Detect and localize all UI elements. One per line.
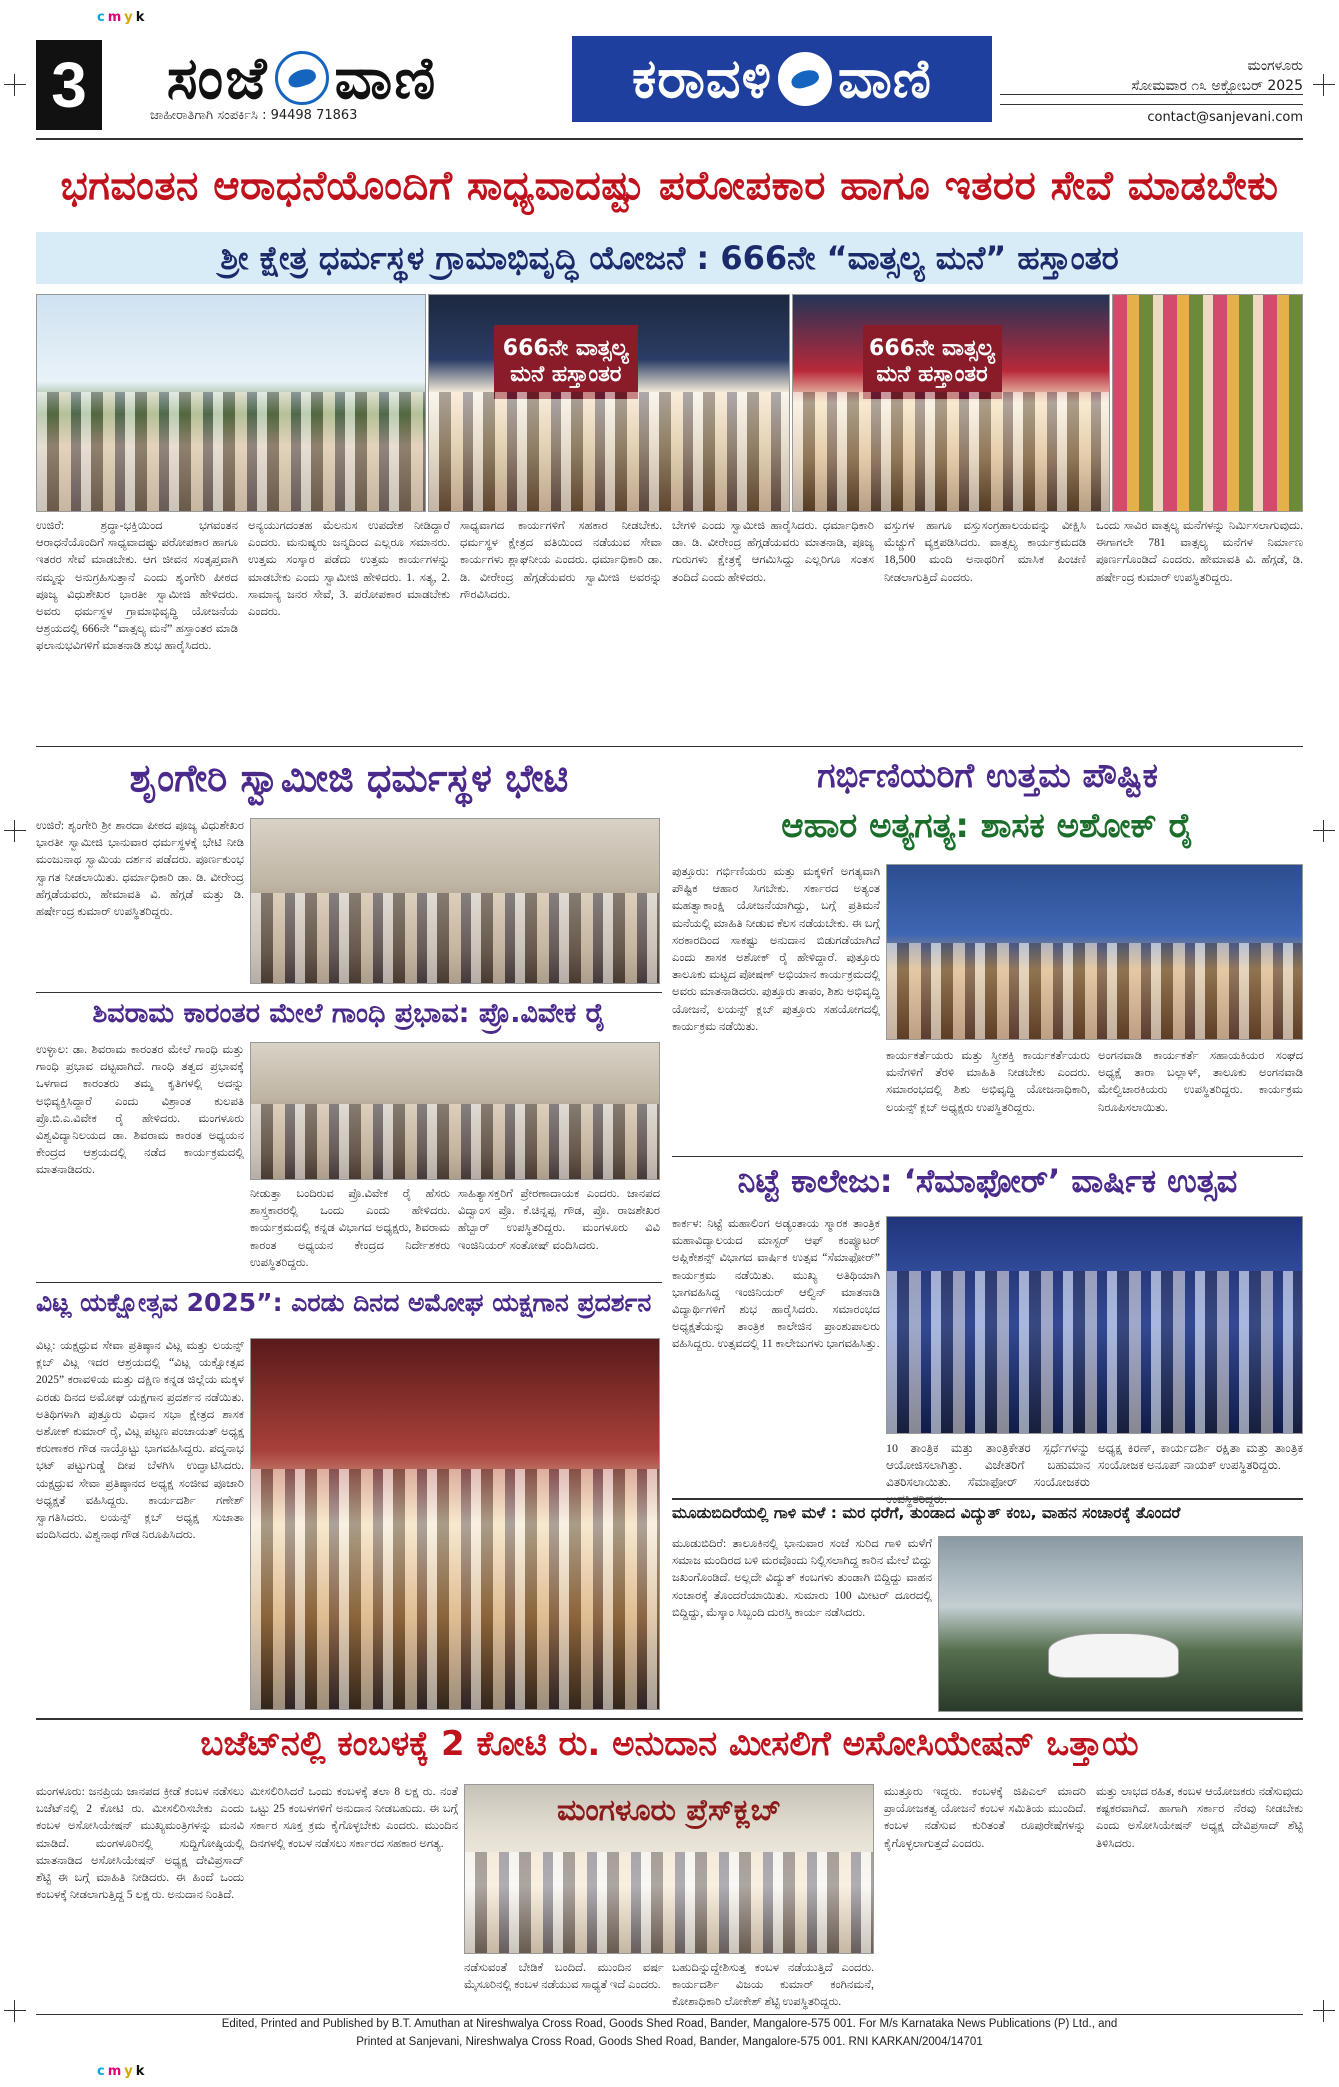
dateline — [1131, 56, 1303, 96]
main-col-5: ವಸ್ತುಗಳ ಹಾಗೂ ವಸ್ತುಸಂಗ್ರಹಾಲಯವನ್ನು ವೀಕ್ಷಿಸಿ ಮೆಚ್ಚುಗೆ ವ್ಯಕ್ತಪಡಿಸಿದರು. ವಾತ್ಸಲ್ಯ ಕಾರ್ಯಕ್ರಮದಡಿ 18,500 ಮಂದಿ ಅನಾಥರಿಗೆ ಮಾಸಿಕ ಪಿಂಚಣಿ ನೀಡಲಾಗುತ್ತಿದೆ ಎಂದರು. — [884, 520, 1086, 584]
photo-temple-procession — [36, 294, 426, 512]
contact-email[interactable]: contact@sanjevani.com — [1147, 110, 1303, 125]
nutrition-headline-2: ಆಹಾರ ಅತ್ಯಗತ್ಯ: ಶಾಸಕ ಅಶೋಕ್ ರೈ — [781, 806, 1194, 846]
photo-vatsalya-stage — [428, 294, 790, 512]
registration-mark — [4, 820, 26, 842]
page-number: 3 — [36, 40, 102, 130]
nitte-text: ಕಾರ್ಕಳ: ನಿಟ್ಟೆ ಮಹಾಲಿಂಗ ಅಡ್ಯಂತಾಯ ಸ್ಮಾರಕ ತಾಂತ್ರಿಕ ಮಹಾವಿದ್ಯಾಲಯದ ಮಾಸ್ಟರ್ ಆಫ್ ಕಂಪ್ಯೂಟರ್ ಅಪ್ಲಿಕೇಶನ್ಸ್ ವಿಭಾಗದ ವಾರ್ಷಿಕ ಉತ್ಸವ “ಸೆಮಾಫೋರ್” ಕಾರ್ಯಕ್ರಮ ನಡೆಯಿತು. ಮುಖ್ಯ ಅತಿಥಿಯಾಗಿ ಭಾಗವಹಿಸಿದ್ದ ಇಂಜಿನಿಯರ್ ಆಲ್ವಿನ್ ಮಾತನಾಡಿ ವಿದ್ಯಾರ್ಥಿಗಳಿಗೆ ಶುಭ ಹಾರೈಸಿದರು. ಸಮಾರಂಭದ ಅಧ್ಯಕ್ಷತೆಯನ್ನು ತಾಂತ್ರಿಕ ಕಾಲೇಜಿನ ಪ್ರಾಂಶುಪಾಲರು ವಹಿಸಿದ್ದರು. ಉತ್ಸವದಲ್ಲಿ 11 ಕಾಲೇಜುಗಳು ಭಾಗವಹಿಸಿತ್ತು. — [672, 1218, 880, 1351]
rule — [36, 1282, 662, 1283]
vitla-text: ವಿಟ್ಲ: ಯಕ್ಷಧ್ರುವ ಸೇವಾ ಪ್ರತಿಷ್ಠಾನ ವಿಟ್ಲ ಮತ್ತು ಲಯನ್ಸ್ ಕ್ಲಬ್ ವಿಟ್ಲ ಇದರ ಆಶ್ರಯದಲ್ಲಿ “ವಿಟ್ಲ ಯಕ್ಷೋತ್ಸವ 2025” ಕರಾವಳಿಯ ಮತ್ತು ದಕ್ಷಿಣ ಕನ್ನಡ ಜಿಲ್ಲೆಯ ಮಕ್ಕಳ ಎರಡು ದಿನದ ಅಮೋಘ ಯಕ್ಷಗಾನ ಪ್ರದರ್ಶನ ನಡೆಯಿತು. ಅತಿಥಿಗಳಾಗಿ ಪುತ್ತೂರು ವಿಧಾನ ಸಭಾ ಕ್ಷೇತ್ರದ ಶಾಸಕ ಅಶೋಕ್ ಕುಮಾರ್ ರೈ, ವಿಟ್ಲ ಪಟ್ಟಣ ಪಂಚಾಯತ್ ಅಧ್ಯಕ್ಷ ಕರುಣಾಕರ ಗೌಡ ನಾಯ್ತೊಟ್ಟು ಭಾಗವಹಿಸಿದ್ದರು. ಪದ್ಮನಾಭ ಭಟ್ ಪಟ್ಟುಗುಡ್ಡೆ ದೀಪ ಬೆಳಗಿಸಿ ಉದ್ಘಾಟಿಸಿದರು. ಯಕ್ಷಧ್ರುವ ಸೇವಾ ಪ್ರತಿಷ್ಠಾನದ ಅಧ್ಯಕ್ಷ ಸಂಜೀವ ಪೂಜಾರಿ ಅಧ್ಯಕ್ಷತೆ ವಹಿಸಿದ್ದರು. ಕಾರ್ಯದರ್ಶಿ ಗಣೇಶ್ ಸ್ವಾಗತಿಸಿದರು. ಲಯನ್ಸ್ ಕ್ಲಬ್ ಅಧ್ಯಕ್ಷ ಸುಜಾತಾ ವಂದಿಸಿದರು. ವಿಶ್ವನಾಥ ಗೌಡ ನಿರೂಪಿಸಿದರು. — [36, 1340, 244, 1542]
dove-logo-icon — [275, 51, 329, 105]
sringeri-text: ಉಜಿರೆ: ಶೃಂಗೇರಿ ಶ್ರೀ ಶಾರದಾ ಪೀಠದ ಪೂಜ್ಯ ವಿಧುಶೇಖರ ಭಾರತೀ ಸ್ವಾಮೀಜಿ ಭಾನುವಾರ ಧರ್ಮಸ್ಥಳಕ್ಕೆ ಭೇಟಿ ನೀಡಿ ಮಂಜುನಾಥ ಸ್ವಾಮಿಯ ದರ್ಶನ ಪಡೆದರು. ಪೂರ್ಣಕುಂಭ ಸ್ವಾಗತ ನೀಡಲಾಯಿತು. ಧರ್ಮಾಧಿಕಾರಿ ಡಾ. ಡಿ. ವೀರೇಂದ್ರ ಹೆಗ್ಗಡೆಯವರು, ಹೇಮಾವತಿ ವಿ. ಹೆಗ್ಗಡೆ ಮತ್ತು ಡಿ. ಹರ್ಷೇಂದ್ರ ಕುಮಾರ್ ಉಪಸ್ಥಿತರಿದ್ದರು. — [36, 820, 244, 919]
karanth-col-3: ಸಾಹಿತ್ಯಾಸಕ್ತರಿಗೆ ಪ್ರೇರಣಾದಾಯಕ ಎಂದರು. ಜಾನಪದ ವಿದ್ವಾಂಸ ಪ್ರೊ. ಕೆ.ಚಿನ್ನಪ್ಪ ಗೌಡ, ಪ್ರೊ. ರಾಜಶೇಖರ ಹೆಬ್ಬಾರ್ ಉಪಸ್ಥಿತರಿದ್ದರು. ಮಂಗಳೂರು ವಿವಿ ಇಂಜಿನಿಯರ್ ಸಂತೋಷ್ ವಂದಿಸಿದರು. — [458, 1188, 660, 1252]
kambala-col-3: ನಡೆಸುವಂತೆ ಬೇಡಿಕೆ ಬಂದಿದೆ. ಮುಂದಿನ ವರ್ಷ ಮೈಸೂರಿನಲ್ಲಿ ಕಂಬಳ ನಡೆಯುವ ಸಾಧ್ಯತೆ ಇದೆ ಎಂದರು. — [464, 1962, 664, 1992]
rule — [36, 1718, 1303, 1720]
rule — [672, 1498, 1303, 1500]
rule — [36, 746, 1303, 747]
rule — [1000, 94, 1303, 95]
main-col-6: ಒಂದು ಸಾವಿರ ವಾತ್ಸಲ್ಯ ಮನೆಗಳನ್ನು ನಿರ್ಮಿಸಲಾಗುವುದು. ಈಗಾಗಲೇ 781 ವಾತ್ಸಲ್ಯ ಮನೆಗಳ ನಿರ್ಮಾಣ ಪೂರ್ಣಗೊಂಡಿದೆ ಎಂದರು. ಹೇಮಾವತಿ ವಿ. ಹೆಗ್ಗಡೆ, ಡಿ. ಹರ್ಷೇಂದ್ರ ಕುಮಾರ್ ಉಪಸ್ಥಿತರಿದ್ದರು. — [1096, 520, 1303, 584]
kambala-col-1: ಮಂಗಳೂರು: ಜನಪ್ರಿಯ ಜಾನಪದ ಕ್ರೀಡೆ ಕಂಬಳ ನಡೆಸಲು ಬಜೆಟ್‌ನಲ್ಲಿ 2 ಕೋಟಿ ರು. ಮೀಸಲಿರಿಸಬೇಕು ಎಂದು ಕಂಬಳ ಅಸೋಸಿಯೇಷನ್ ಮುಖ್ಯಮಂತ್ರಿಗಳನ್ನು ಮನವಿ ಮಾಡಿದೆ. ಮಂಗಳೂರಿನಲ್ಲಿ ಸುದ್ದಿಗೋಷ್ಠಿಯಲ್ಲಿ ಮಾತನಾಡಿದ ಅಸೋಸಿಯೇಷನ್ ಅಧ್ಯಕ್ಷ ದೇವಿಪ್ರಸಾದ್ ಶೆಟ್ಟಿ ಈ ಬಗ್ಗೆ ಮಾಹಿತಿ ನೀಡಿದರು. ಈ ಹಿಂದೆ ಒಂದು ಕಂಬಳಕ್ಕೆ ನೀಡಲಾಗುತ್ತಿದ್ದ 5 ಲಕ್ಷ ರು. ಅನುದಾನ ನಿಂತಿದೆ. — [36, 1786, 244, 1902]
kambala-headline: ಬಜೆಟ್‌ನಲ್ಲಿ ಕಂಬಳಕ್ಕೆ 2 ಕೋಟಿ ರು. ಅನುದಾನ ಮೀಸಲಿಗೆ ಅಸೋಸಿಯೇಷನ್ ಒತ್ತಾಯ — [200, 1724, 1139, 1764]
photo-press-meet — [464, 1784, 874, 1954]
rule — [36, 992, 662, 993]
color-registration-bottom: c m y k — [97, 2064, 146, 2079]
vitla-headline: ವಿಟ್ಲ ಯಕ್ಷೋತ್ಸವ 2025”: ಎರಡು ದಿನದ ಅಮೋಘ ಯಕ್ಷಗಾನ ಪ್ರದರ್ಶನ — [36, 1288, 652, 1317]
main-subheadline: ಶ್ರೀ ಕ್ಷೇತ್ರ ಧರ್ಮಸ್ಥಳ ಗ್ರಾಮಾಭಿವೃದ್ಧಿ ಯೋಜನೆ : 666ನೇ “ವಾತ್ಸಲ್ಯ ಮನೆ” ಹಸ್ತಾಂತರ — [36, 232, 1303, 284]
date: ಸೋಮವಾರ ೧೩ ಅಕ್ಟೋಬರ್ 2025 — [1131, 78, 1303, 94]
photo-audience — [1112, 294, 1303, 512]
nutrition-col-3: ಅಂಗನವಾಡಿ ಕಾರ್ಯಕರ್ತೆ ಸಹಾಯಕಿಯರ ಸಂಘದ ಅಧ್ಯಕ್ಷೆ ತಾರಾ ಬಲ್ಲಾಳ್, ತಾಲೂಕು ಅಂಗನವಾಡಿ ಮೇಲ್ವಿಚಾರಕಿಯರು ಉಪಸ್ಥಿತರಿದ್ದರು. ಕಾರ್ಯಕ್ರಮ ನಿರೂಪಿಸಲಾಯಿತು. — [1098, 1050, 1303, 1114]
kambala-col-6: ಮತ್ತು ಲಾಭದ ರಹಿತ, ಕಂಬಳ ಆಯೋಜಕರು ನಡೆಸುವುದು ಕಷ್ಟಕರವಾಗಿದೆ. ಹಾಗಾಗಿ ಸರ್ಕಾರ ನೆರವು ನೀಡಬೇಕು ಎಂದು ಅಸೋಸಿಯೇಷನ್ ಅಧ್ಯಕ್ಷ ದೇವಿಪ್ರಸಾದ್ ಶೆಟ್ಟಿ ತಿಳಿಸಿದರು. — [1096, 1786, 1303, 1850]
nutrition-text: ಪುತ್ತೂರು: ಗರ್ಭಿಣಿಯರು ಮತ್ತು ಮಕ್ಕಳಿಗೆ ಅಗತ್ಯವಾಗಿ ಪೌಷ್ಟಿಕ ಆಹಾರ ಸಿಗಬೇಕು. ಸರ್ಕಾರದ ಅತ್ಯಂತ ಮಹತ್ವಾಕಾಂಕ್ಷಿ ಯೋಜನೆಯಾಗಿದ್ದು, ಬಗ್ಗೆ ಪ್ರತಿಮನೆ ಮನೆಯಲ್ಲಿ ಮಾಹಿತಿ ನೀಡುವ ಕೆಲಸ ನಡೆಯಬೇಕು. ಈ ಬಗ್ಗೆ ಸರಕಾರದಿಂದ ಸಾಕಷ್ಟು ಅನುದಾನ ಬಿಡುಗಡೆಯಾಗಿದೆ ಎಂದು ಶಾಸಕ ಅಶೋಕ್ ರೈ ಹೇಳಿದ್ದಾರೆ. ಪುತ್ತೂರು ತಾಲೂಕು ಮಟ್ಟದ ಪೋಷಣ್ ಅಭಿಯಾನ ಕಾರ್ಯಕ್ರಮದಲ್ಲಿ ಅವರು ಮಾತನಾಡಿದರು. ಪುತ್ತೂರು ತಾಪಂ, ಶಿಶು ಅಭಿವೃದ್ಧಿ ಯೋಜನೆ, ಲಯನ್ಸ್ ಕ್ಲಬ್ ಪುತ್ತೂರು ಸಹಯೋಗದಲ್ಲಿ ಕಾರ್ಯಕ್ರಮ ನಡೆಯಿತು. — [672, 866, 880, 1033]
nutrition-headline-1: ಗರ್ಭಿಣಿಯರಿಗೆ ಉತ್ತಮ ಪೌಷ್ಟಿಕ — [817, 756, 1158, 796]
photo-handover — [792, 294, 1110, 512]
masthead-karavali-vani: ಕರಾವಳಿ ವಾಣಿ — [572, 36, 992, 122]
masthead-sanjevani: ಸಂಜೆ ವಾಣಿ — [166, 43, 438, 112]
kambala-col-2: ಮೀಸಲಿರಿಸಿದರೆ ಒಂದು ಕಂಬಳಕ್ಕೆ ತಲಾ 8 ಲಕ್ಷ ರು. ನಂತೆ ಒಟ್ಟು 25 ಕಂಬಳಗಳಿಗೆ ಅನುದಾನ ನೀಡಬಹುದು. ಈ ಬಗ್ಗೆ ಸರ್ಕಾರ ಸೂಕ್ತ ಕ್ರಮ ಕೈಗೊಳ್ಳಬೇಕು ಎಂದರು. ಮುಂದಿನ ದಿನಗಳಲ್ಲಿ ಕಂಬಳ ನಡೆಸಲು ಸರ್ಕಾರದ ಸಹಕಾರ ಅಗತ್ಯ. — [250, 1786, 458, 1850]
main-col-3: ಸಾಧ್ಯವಾಗದ ಕಾರ್ಯಗಳಿಗೆ ಸಹಕಾರ ನೀಡಬೇಕು. ಧರ್ಮಸ್ಥಳ ಕ್ಷೇತ್ರದ ವತಿಯಿಂದ ನಡೆಯುವ ಸೇವಾ ಕಾರ್ಯಗಳು ಶ್ಲಾಘನೀಯ ಎಂದರು. ಧರ್ಮಾಧಿಕಾರಿ ಡಾ. ಡಿ. ವೀರೇಂದ್ರ ಹೆಗ್ಗಡೆಯವರು ಸ್ವಾಮೀಜಿ ಅವರನ್ನು ಗೌರವಿಸಿದರು. — [460, 520, 662, 601]
banner-text: 666ನೇ ವಾತ್ಸಲ್ಯ ಮನೆ ಹಸ್ತಾಂತರ — [494, 325, 638, 398]
registration-mark — [1313, 820, 1335, 842]
photo-semaphore-fest — [886, 1216, 1303, 1434]
nitte-caption-1: 10 ತಾಂತ್ರಿಕ ಮತ್ತು ತಾಂತ್ರಿಕೇತರ ಸ್ಪರ್ಧೆಗಳನ್ನು ಆಯೋಜಿಸಲಾಗಿತ್ತು. ವಿಜೇತರಿಗೆ ಬಹುಮಾನ ವಿತರಿಸಲಾಯಿತು. ಸೆಮಾಫೋರ್ ಸಂಯೋಜಕರು — [886, 1441, 1090, 1489]
main-col-2: ಅನ್ಯಯುಗದಂತಹ ಮೆಲನುಸ ಉಪದೇಶ ನೀಡಿದ್ದಾರೆ ಎಂದರು. ಮನುಷ್ಯರು ಜನ್ಮದಿಂದ ಎಲ್ಲರೂ ಸಮಾನರು. ಉತ್ತಮ ಸಂಸ್ಕಾರ ಪಡೆದು ಉತ್ತಮ ಕಾರ್ಯಗಳನ್ನು ಮಾಡಬೇಕು ಎಂದು ಸ್ವಾಮೀಜಿ ಹೇಳಿದರು. 1. ಸತ್ಯ, 2. ಸಾಮಾನ್ಯ ಜನರ ಸೇವೆ, 3. ಪರೋಪಕಾರ ಮಾಡಬೇಕು ಎಂದರು. — [248, 520, 450, 619]
rule — [36, 138, 1303, 140]
karanth-headline: ಶಿವರಾಮ ಕಾರಂತರ ಮೇಲೆ ಗಾಂಧಿ ಪ್ರಭಾವ: ಪ್ರೊ.ವಿವೇಕ ರೈ — [92, 998, 606, 1029]
photo-fallen-tree-car — [938, 1536, 1303, 1712]
karanth-col-2: ನೀಡುತ್ತಾ ಬಂದಿರುವ ಪ್ರೊ.ವಿವೇಕ ರೈ ಹೆಸರು ಶಾಸ್ತ್ರಕಾರರಲ್ಲಿ ಒಂದು ಎಂದು ಹೇಳಿದರು. ಕಾರ್ಯಕ್ರಮದಲ್ಲಿ ಕನ್ನಡ ವಿಭಾಗದ ಅಧ್ಯಕ್ಷರು, ಶಿವರಾಮ ಕಾರಂತ ಅಧ್ಯಯನ ಕೇಂದ್ರದ ನಿರ್ದೇಶಕರು ಉಪಸ್ಥಿತರಿದ್ದರು. — [250, 1188, 450, 1269]
sringeri-headline: ಶೃಂಗೇರಿ ಸ್ವಾಮೀಜಿ ಧರ್ಮಸ್ಥಳ ಭೇಟಿ — [129, 756, 569, 800]
photo-sringeri-visit — [250, 818, 660, 984]
rule — [1000, 104, 1303, 105]
photo-karanth-event — [250, 1042, 660, 1180]
city: ಮಂಗಳೂರು — [1247, 58, 1303, 74]
main-col-1: ಉಜಿರೆ: ಶ್ರದ್ಧಾ-ಭಕ್ತಿಯಿಂದ ಭಗವಂತನ ಆರಾಧನೆಯೊಂದಿಗೆ ಸಾಧ್ಯವಾದಷ್ಟು ಪರೋಪಕಾರ ಹಾಗೂ ಇತರರ ಸೇವೆ ಮಾಡಬೇಕು. ಆಗ ಜೀವನ ಸಂತೃಪ್ತವಾಗಿ ನಮ್ಮನ್ನು ಅನುಗ್ರಹಿಸುತ್ತಾನೆ ಎಂದು ಶೃಂಗೇರಿ ಪೀಠದ ಪೂಜ್ಯ ವಿಧುಶೇಖರ ಭಾರತೀ ಸ್ವಾಮೀಜಿ ಹೇಳಿದರು. ಅವರು ಧರ್ಮಸ್ಥಳ ಗ್ರಾಮಾಭಿವೃದ್ಧಿ ಯೋಜನೆಯ ಆಶ್ರಯದಲ್ಲಿ 666ನೇ “ವಾತ್ಸಲ್ಯ ಮನೆ” ಹಸ್ತಾಂತರ ಮಾಡಿ ಫಲಾನುಭವಿಗಳಿಗೆ ಮಾತನಾಡಿ ಶುಭ ಹಾರೈಸಿದರು. — [36, 520, 238, 653]
banner-text: 666ನೇ ವಾತ್ಸಲ್ಯ ಮನೆ ಹಸ್ತಾಂತರ — [863, 325, 1002, 398]
ad-contact-line: ಜಾಹೀರಾತಿಗಾಗಿ ಸಂಪರ್ಕಿಸಿ : 94498 71863 — [150, 108, 358, 123]
main-headline: ಭಗವಂತನ ಆರಾಧನೆಯೊಂದಿಗೆ ಸಾಧ್ಯವಾದಷ್ಟು ಪರೋಪಕಾರ ಹಾಗೂ ಇತರರ ಸೇವೆ ಮಾಡಬೇಕು — [60, 163, 1279, 209]
main-col-4: ಬೇಗಳಿ ಎಂದು ಸ್ವಾಮೀಜಿ ಹಾರೈಸಿದರು. ಧರ್ಮಾಧಿಕಾರಿ ಡಾ. ಡಿ. ವೀರೇಂದ್ರ ಹೆಗ್ಗಡೆಯವರು ಮಾತನಾಡಿ, ಪೂಜ್ಯ ಗುರುಗಳು ಕ್ಷೇತ್ರಕ್ಕೆ ಆಗಮಿಸಿದ್ದು ಎಲ್ಲರಿಗೂ ಸಂತಸ ತಂದಿದೆ ಎಂದು ಹೇಳಿದರು. — [672, 520, 874, 584]
dove-logo-icon — [778, 52, 832, 106]
photo-poshan-event — [886, 864, 1303, 1040]
nitte-caption-2: ಅಧ್ಯಕ್ಷ ಕಿರಣ್, ಕಾರ್ಯದರ್ಶಿ ರಕ್ಷಿತಾ ಮತ್ತು ತಾಂತ್ರಿಕ ಸಂಯೋಜಕ ಅನೂಪ್ ನಾಯಕ್ ಉಪಸ್ಥಿತರಿದ್ದರು. — [1098, 1441, 1303, 1472]
registration-mark — [4, 74, 26, 96]
imprint-line-1: Edited, Printed and Published by B.T. Amuthan at Nireshwalya Cross Road, Goods Shed Road, Bander, Mangalore-575 001. For M/s Karnataka News Publications (P) Ltd., and — [221, 2018, 1118, 2030]
color-registration-top: c m y k — [97, 10, 146, 25]
moodbidri-text: ಮೂಡುಬಿದಿರೆ: ತಾಲೂಕಿನಲ್ಲಿ ಭಾನುವಾರ ಸಂಜೆ ಸುರಿದ ಗಾಳಿ ಮಳೆಗೆ ಸಮಾಜ ಮಂದಿರದ ಬಳಿ ಮರವೊಂದು ನಿಲ್ಲಿಸಲಾಗಿದ್ದ ಕಾರಿನ ಮೇಲೆ ಬಿದ್ದು ಜಖಂಗೊಂಡಿದೆ. ಅಲ್ಲದೇ ವಿದ್ಯುತ್ ಕಂಬಗಳು ತುಂಡಾಗಿ ಬಿದ್ದಿದ್ದು ವಾಹನ ಸಂಚಾರಕ್ಕೆ ತೊಂದರೆಯಾಯಿತು. ಸುಮಾರು 100 ಮೀಟರ್ ದೂರದಲ್ಲಿ ಬಿದ್ದಿದ್ದು, ಮೆಸ್ಕಾಂ ಸಿಬ್ಬಂದಿ ದುರಸ್ತಿ ಕಾರ್ಯ ನಡೆಸಿದರು. — [672, 1538, 932, 1619]
moodbidri-headline: ಮೂಡುಬಿದಿರೆಯಲ್ಲಿ ಗಾಳಿ ಮಳೆ : ಮರ ಧರೆಗೆ, ತುಂಡಾದ ವಿದ್ಯುತ್ ಕಂಬ, ವಾಹನ ಸಂಚಾರಕ್ಕೆ ತೊಂದರೆ — [672, 1504, 1181, 1522]
press-club-sign: ಮಂಗಳೂರು ಪ್ರೆಸ್‌ಕ್ಲಬ್ — [556, 1793, 781, 1828]
karanth-col-1: ಉಳ್ಳಾಲ: ಡಾ. ಶಿವರಾಮ ಕಾರಂತರ ಮೇಲೆ ಗಾಂಧಿ ಮತ್ತು ಗಾಂಧಿ ಪ್ರಭಾವ ದಟ್ಟವಾಗಿದೆ. ಗಾಂಧಿ ತತ್ವದ ಪ್ರಭಾವಕ್ಕೆ ಒಳಗಾದ ಕಾರಂತರು ತಮ್ಮ ಕೃತಿಗಳಲ್ಲಿ ಅದನ್ನು ಅಭಿವ್ಯಕ್ತಿಸಿದ್ದಾರೆ ಎಂದು ವಿಶ್ರಾಂತ ಕುಲಪತಿ ಪ್ರೊ.ಬಿ.ಎ.ವಿವೇಕ ರೈ ಹೇಳಿದರು. ಮಂಗಳೂರು ವಿಶ್ವವಿದ್ಯಾನಿಲಯದ ಡಾ. ಶಿವರಾಮ ಕಾರಂತ ಅಧ್ಯಯನ ಕೇಂದ್ರದ ಆಶ್ರಯದಲ್ಲಿ ನಡೆದ ಕಾರ್ಯಕ್ರಮದಲ್ಲಿ ಮಾತನಾಡಿದರು. — [36, 1044, 244, 1177]
rule — [672, 1156, 1303, 1157]
kambala-col-5: ಮುತ್ತೂರು ಇದ್ದರು. ಕಂಬಳಕ್ಕೆ ಜಿಪಿಎಲ್ ಮಾದರಿ ಪ್ರಾಯೋಜಕತ್ವ ಯೋಜನೆ ಕಂಬಳ ಸಮಿತಿಯ ಮುಂದಿದೆ. ಕಂಬಳ ನಡೆಸುವ ಕುರಿತಂತೆ ರೂಪುರೇಷೆಗಳನ್ನು ಕೈಗೊಳ್ಳಲಾಗುತ್ತದೆ ಎಂದರು. — [884, 1786, 1086, 1850]
photo-yakshagana — [250, 1338, 660, 1710]
kambala-col-4: ಬಹುದಿನ್ನುದ್ದೇಶಿಸುತ್ತ ಕಂಬಳ ನಡೆಯುತ್ತಿದೆ ಎಂದರು. ಕಾರ್ಯದರ್ಶಿ ವಿಜಯ ಕುಮಾರ್ ಕಂಗಿನಮನೆ, ಕೋಶಾಧಿಕಾರಿ ಲೋಕೇಶ್ ಶೆಟ್ಟಿ ಉಪಸ್ಥಿತರಿದ್ದರು. — [672, 1962, 874, 2009]
nutrition-col-2: ಕಾರ್ಯಕರ್ತೆಯರು ಮತ್ತು ಸ್ತ್ರೀಶಕ್ತಿ ಕಾರ್ಯಕರ್ತೆಯರು ಮನೆಗಳಿಗೆ ತೆರಳಿ ಮಾಹಿತಿ ನೀಡಬೇಕು ಎಂದರು. ಸಮಾರಂಭದಲ್ಲಿ ಶಿಶು ಅಭಿವೃದ್ಧಿ ಯೋಜನಾಧಿಕಾರಿ, ಲಯನ್ಸ್ ಕ್ಲಬ್ ಅಧ್ಯಕ್ಷರು ಉಪಸ್ಥಿತರಿದ್ದರು. — [886, 1050, 1090, 1114]
rule — [36, 2014, 1303, 2015]
nitte-headline: ನಿಟ್ಟೆ ಕಾಲೇಜು: ‘ಸೆಮಾಫೋರ್’ ವಾರ್ಷಿಕ ಉತ್ಸವ — [737, 1162, 1238, 1200]
imprint-line-2: Printed at Sanjevani, Nireshwalya Cross Road, Goods Shed Road, Bander, Mangalore-575 001. RNI KARKAN/2004/14701 — [356, 2036, 983, 2048]
registration-mark — [1313, 74, 1335, 96]
